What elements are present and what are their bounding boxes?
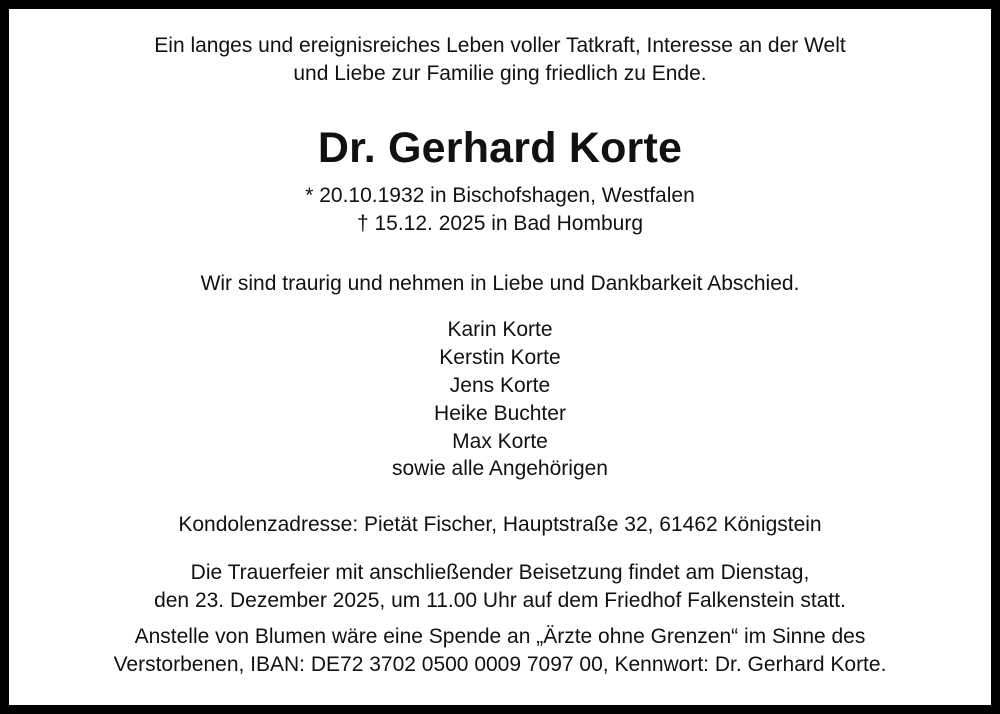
mourner-name: Jens Korte <box>449 374 551 397</box>
death-info: † 15.12. 2025 in Bad Homburg <box>356 212 644 235</box>
birth-info: * 20.10.1932 in Bischofshagen, Westfalen <box>305 184 695 207</box>
mourner-name: Heike Buchter <box>434 402 566 425</box>
deceased-name: Dr. Gerhard Korte <box>317 124 683 172</box>
farewell-text: Wir sind traurig und nehmen in Liebe und Dankbarkeit Abschied. <box>200 272 800 295</box>
donation-line-2: Verstorbenen, IBAN: DE72 3702 0500 0009 7097 00, Kennwort: Dr. Gerhard Korte. <box>113 653 887 676</box>
mourner-name: Kerstin Korte <box>439 346 561 369</box>
mourners-relatives: sowie alle Angehörigen <box>392 457 608 480</box>
donation-line-1: Anstelle von Blumen wäre eine Spende an „Ärzte ohne Grenzen“ im Sinne des <box>134 625 866 648</box>
mourner-name: Max Korte <box>452 430 548 453</box>
ceremony-line-2: den 23. Dezember 2025, um 11.00 Uhr auf dem Friedhof Falkenstein statt. <box>154 589 846 612</box>
condolence-address: Kondolenzadresse: Pietät Fischer, Hauptstraße 32, 61462 Königstein <box>178 513 822 536</box>
mourner-name: Karin Korte <box>447 318 553 341</box>
intro-line-1: Ein langes und ereignisreiches Leben voller Tatkraft, Interesse an der Welt <box>154 34 846 57</box>
ceremony-line-1: Die Trauerfeier mit anschließender Beisetzung findet am Dienstag, <box>190 561 810 584</box>
intro-line-2: und Liebe zur Familie ging friedlich zu Ende. <box>293 62 707 85</box>
